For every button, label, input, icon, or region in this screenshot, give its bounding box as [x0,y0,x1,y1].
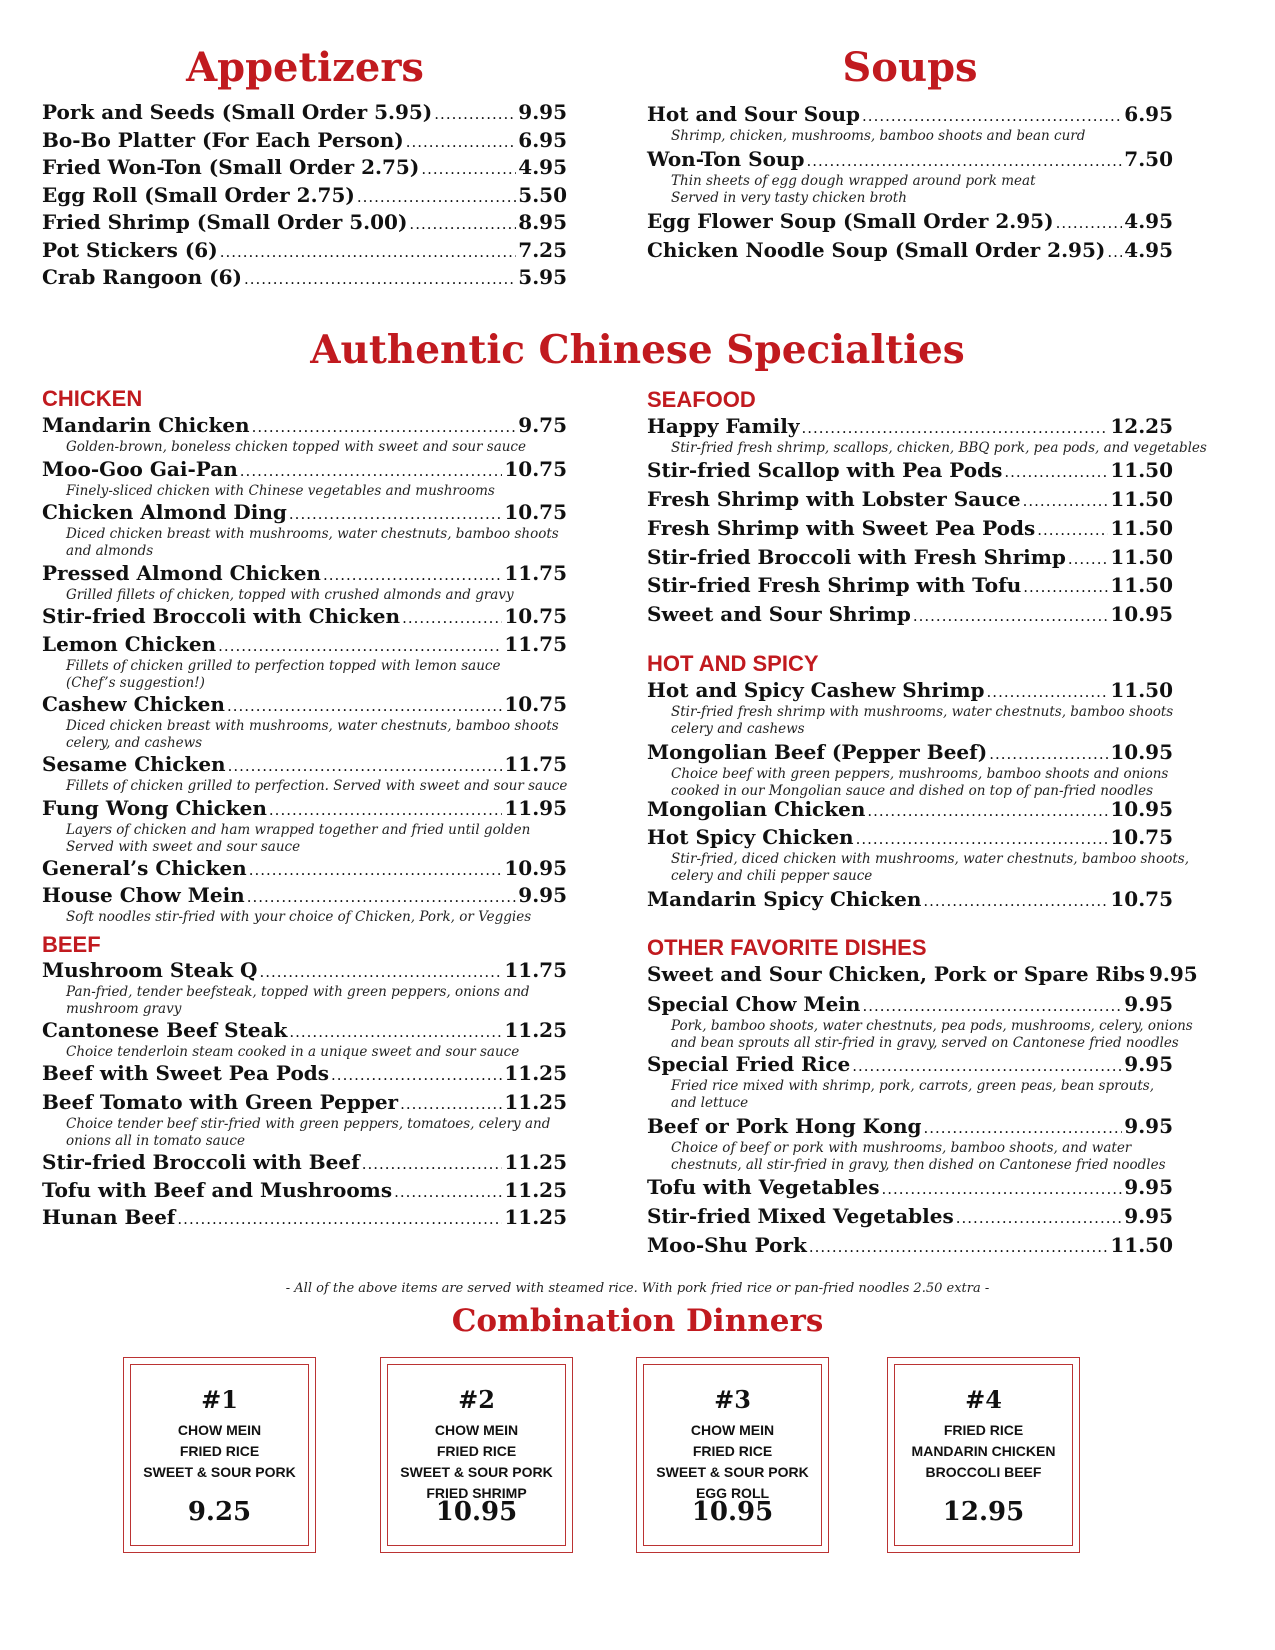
menu-item: Stir-fried Broccoli with Chicken ..... 10.75 [42,604,567,630]
category-heading-other: OTHER FAVORITE DISHES [647,935,927,960]
menu-item: Tofu with Vegetables ..... 9.95 [647,1175,1173,1201]
menu-item: Moo-Goo Gai-Pan ..... 10.75 [42,457,567,483]
menu-item: Mongolian Chicken ..... 10.95 [647,797,1173,823]
combo-item: BROCCOLI BEEF [925,1464,1042,1480]
menu-item: Beef or Pork Hong Kong ..... 9.95 [647,1114,1173,1140]
appetizers-title: Appetizers [186,44,424,91]
item-description: Choice of beef or pork with mushrooms, bamboo shoots, and water [671,1140,1132,1156]
soups-title: Soups [842,44,978,91]
specialties-title: Authentic Chinese Specialties [310,327,965,373]
menu-item: Mandarin Spicy Chicken ..... 10.75 [647,887,1173,913]
combo-item: SWEET & SOUR PORK [656,1464,809,1480]
item-description: cooked in our Mongolian sauce and dished on top of pan-fried noodles [671,783,1154,799]
combo-price: 10.95 [435,1497,518,1527]
menu-item: Egg Flower Soup (Small Order 2.95) ..... 4.95 [647,209,1173,235]
menu-item: Mongolian Beef (Pepper Beef) ..... 10.95 [647,740,1173,766]
combo-number: #2 [458,1385,495,1414]
item-description: onions all in tomato sauce [66,1133,245,1149]
item-description: Shrimp, chicken, mushrooms, bamboo shoots and bean curd [671,128,1086,144]
category-heading-seafood: SEAFOOD [647,387,756,412]
menu-item: Sesame Chicken ..... 11.75 [42,752,567,778]
category-heading-hot-spicy: HOT AND SPICY [647,651,819,676]
menu-item: House Chow Mein ..... 9.95 [42,883,567,909]
item-description: Golden-brown, boneless chicken topped with sweet and sour sauce [66,439,526,455]
menu-item: Chicken Almond Ding ..... 10.75 [42,500,567,526]
menu-item: Happy Family ..... 12.25 [647,414,1173,440]
menu-item: Won-Ton Soup ..... 7.50 [647,147,1173,173]
combo-item: FRIED RICE [179,1443,260,1459]
combo-price: 9.25 [187,1497,252,1527]
combo-item: CHOW MEIN [690,1422,775,1438]
menu-item: Stir-fried Scallop with Pea Pods ..... 11.50 [647,458,1173,484]
combo-card-4 [887,1357,1080,1553]
menu-item: Mandarin Chicken ..... 9.75 [42,413,567,439]
item-description: (Chef’s suggestion!) [66,675,205,691]
menu-item: Cashew Chicken ..... 10.75 [42,692,567,718]
item-description: Pork, bamboo shoots, water chestnuts, pea pods, mushrooms, celery, onions [671,1018,1193,1034]
combo-item: EGG ROLL [695,1485,770,1501]
menu-item: Fried Shrimp (Small Order 5.00) ..... 8.95 [42,210,567,236]
combo-item: SWEET & SOUR PORK [400,1464,553,1480]
menu-item: Egg Roll (Small Order 2.75) ..... 5.50 [42,183,567,209]
menu-item: Tofu with Beef and Mushrooms ..... 11.25 [42,1178,567,1204]
combo-number: #3 [714,1385,751,1414]
combo-number: #4 [965,1385,1002,1414]
item-description: Choice tenderloin steam cooked in a unique sweet and sour sauce [66,1044,520,1060]
menu-item: Beef with Sweet Pea Pods ..... 11.25 [42,1061,567,1087]
combo-price: 10.95 [691,1497,774,1527]
combo-item: FRIED SHRIMP [426,1485,527,1501]
menu-item: Pot Stickers (6) ..... 7.25 [42,238,567,264]
category-heading-chicken: CHICKEN [42,386,143,411]
menu-item: Hot Spicy Chicken ..... 10.75 [647,825,1173,851]
combo-item: FRIED RICE [943,1422,1024,1438]
menu-item: Mushroom Steak Q ..... 11.75 [42,958,567,984]
item-description: chestnuts, all stir-fried in gravy, then dished on Cantonese fried noodles [671,1157,1166,1173]
item-description: celery and chili pepper sauce [671,868,873,884]
item-description: Diced chicken breast with mushrooms, water chestnuts, bamboo shoots [66,526,559,542]
combo-item: SWEET & SOUR PORK [143,1464,296,1480]
menu-item: Moo-Shu Pork ..... 11.50 [647,1233,1173,1259]
item-description: Choice tender beef stir-fried with green peppers, tomatoes, celery and [66,1116,551,1132]
menu-item: Lemon Chicken ..... 11.75 [42,632,567,658]
item-description: Diced chicken breast with mushrooms, water chestnuts, bamboo shoots [66,718,559,734]
item-description: Stir-fried fresh shrimp with mushrooms, water chestnuts, bamboo shoots [671,704,1174,720]
menu-item: Sweet and Sour Chicken, Pork or Spare Ribs 9.95 [647,962,1198,986]
menu-item: Stir-fried Broccoli with Beef ..... 11.25 [42,1150,567,1176]
item-description: Fillets of chicken grilled to perfection topped with lemon sauce [66,658,501,674]
combo-card-1 [123,1357,316,1553]
item-description: Fillets of chicken grilled to perfection. Served with sweet and sour sauce [66,778,568,794]
item-description: Layers of chicken and ham wrapped together and fried until golden [66,822,531,838]
item-description: Choice beef with green peppers, mushrooms, bamboo shoots and onions [671,766,1169,782]
menu-item: Special Fried Rice ..... 9.95 [647,1052,1173,1078]
item-description: Pan-fried, tender beefsteak, topped with green peppers, onions and [66,984,530,1000]
menu-item: Hunan Beef ..... 11.25 [42,1205,567,1231]
item-description: Served with sweet and sour sauce [66,839,301,855]
item-description: and almonds [66,543,154,559]
combo-item: FRIED RICE [436,1443,517,1459]
menu-item: Pressed Almond Chicken ..... 11.75 [42,561,567,587]
item-description: Grilled fillets of chicken, topped with crushed almonds and gravy [66,587,514,603]
menu-item: Chicken Noodle Soup (Small Order 2.95) ..... 4.95 [647,238,1173,264]
menu-item: Fresh Shrimp with Sweet Pea Pods ..... 11.50 [647,516,1173,542]
item-description: Finely-sliced chicken with Chinese vegetables and mushrooms [66,483,495,499]
combo-item: CHOW MEIN [434,1422,519,1438]
menu-item: Cantonese Beef Steak ..... 11.25 [42,1018,567,1044]
item-description: celery and cashews [671,721,805,737]
menu-item: Hot and Spicy Cashew Shrimp ..... 11.50 [647,678,1173,704]
item-description: and bean sprouts all stir-fried in gravy, served on Cantonese fried noodles [671,1035,1179,1051]
item-description: Stir-fried, diced chicken with mushrooms, water chestnuts, bamboo shoots, [671,851,1190,867]
item-description: mushroom gravy [66,1001,182,1017]
menu-item: Hot and Sour Soup ..... 6.95 [647,102,1173,128]
combo-item: FRIED RICE [692,1443,773,1459]
menu-item: General’s Chicken ..... 10.95 [42,856,567,882]
item-description: Stir-fried fresh shrimp, scallops, chicken, BBQ pork, pea pods, and vegetables [671,440,1207,456]
combo-card-2 [380,1357,573,1553]
item-description: and lettuce [671,1095,749,1111]
combo-item: MANDARIN CHICKEN [911,1443,1056,1459]
menu-item: Fried Won-Ton (Small Order 2.75) ..... 4.95 [42,155,567,181]
menu-item: Stir-fried Fresh Shrimp with Tofu ..... 11.50 [647,573,1173,599]
menu-item: Fung Wong Chicken ..... 11.95 [42,796,567,822]
menu-item: Pork and Seeds (Small Order 5.95) ..... 9.95 [42,100,567,126]
menu-item: Sweet and Sour Shrimp ..... 10.95 [647,602,1173,628]
combo-card-3 [636,1357,829,1553]
menu-item: Stir-fried Mixed Vegetables ..... 9.95 [647,1204,1173,1230]
combination-dinners-title: Combination Dinners [451,1303,824,1339]
menu-item: Beef Tomato with Green Pepper ..... 11.25 [42,1090,567,1116]
combo-price: 12.95 [942,1497,1025,1527]
combo-number: #1 [201,1385,238,1414]
item-description: celery, and cashews [66,735,203,751]
item-description: Thin sheets of egg dough wrapped around pork meat [671,173,1036,189]
item-description: Soft noodles stir-fried with your choice of Chicken, Pork, or Veggies [66,909,532,925]
menu-item: Bo-Bo Platter (For Each Person) ..... 6.95 [42,128,567,154]
menu-item: Special Chow Mein ..... 9.95 [647,992,1173,1018]
steamed-rice-note: - All of the above items are served with steamed rice. With pork fried rice or pan-fried noodles 2.50 extra - [285,1281,990,1296]
combo-item: CHOW MEIN [177,1422,262,1438]
category-heading-beef: BEEF [42,932,101,957]
item-description: Fried rice mixed with shrimp, pork, carrots, green peas, bean sprouts, [671,1078,1155,1094]
menu-item: Fresh Shrimp with Lobster Sauce ..... 11.50 [647,487,1173,513]
item-description: Served in very tasty chicken broth [671,190,907,206]
menu-item: Stir-fried Broccoli with Fresh Shrimp ..... 11.50 [647,545,1173,571]
menu-item: Crab Rangoon (6) ..... 5.95 [42,265,567,291]
